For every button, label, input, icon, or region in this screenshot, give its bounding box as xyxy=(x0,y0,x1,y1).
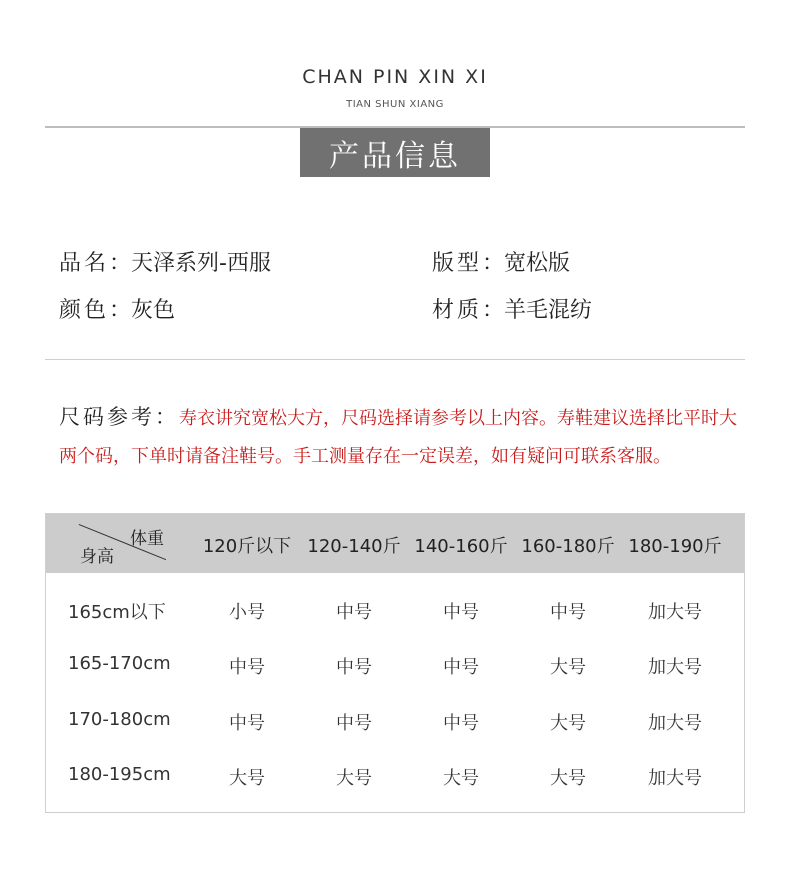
size-note-text: 寿衣讲究宽松大方，尺码选择请参考以上内容。寿鞋建议选择比平时大两个码，下单时请备注鞋号。手工测量存在一定误差，如有疑问可联系客服。 xyxy=(59,408,737,467)
info-material-label: 材质 xyxy=(432,298,483,323)
info-separator: ： xyxy=(109,251,132,276)
size-cell: 小号 xyxy=(229,602,265,623)
column-header: 120斤以下 xyxy=(202,536,292,557)
size-cell: 大号 xyxy=(229,768,265,789)
column-header: 160-180斤 xyxy=(521,536,615,557)
info-name-label: 品名 xyxy=(59,251,110,276)
size-cell: 中号 xyxy=(336,602,372,623)
info-separator: ： xyxy=(109,298,132,323)
size-cell: 大号 xyxy=(550,713,586,734)
size-note-label: 尺码参考： xyxy=(59,405,179,429)
size-cell: 中号 xyxy=(229,713,265,734)
size-table-header xyxy=(46,514,744,573)
info-fit xyxy=(432,246,570,277)
size-cell: 中号 xyxy=(443,657,479,678)
info-separator: ： xyxy=(482,298,505,323)
corner-weight-label: 体重 xyxy=(130,529,164,549)
size-cell: 加大号 xyxy=(648,657,702,678)
info-separator: ： xyxy=(482,251,505,276)
size-cell: 大号 xyxy=(443,768,479,789)
size-cell: 中号 xyxy=(229,657,265,678)
info-fit-label: 版型 xyxy=(432,251,483,276)
info-color xyxy=(59,293,175,324)
info-color-label: 颜色 xyxy=(59,298,110,323)
column-header: 140-160斤 xyxy=(414,536,508,557)
column-header: 120-140斤 xyxy=(307,536,401,557)
size-cell: 中号 xyxy=(443,713,479,734)
size-cell: 中号 xyxy=(550,602,586,623)
size-cell: 大号 xyxy=(336,768,372,789)
size-cell: 加大号 xyxy=(648,713,702,734)
size-cell: 加大号 xyxy=(648,602,702,623)
size-note xyxy=(59,398,749,476)
row-height-label: 180-195cm xyxy=(68,764,171,785)
header-title: CHAN PIN XIN XI xyxy=(302,66,488,88)
row-height-label: 170-180cm xyxy=(68,709,171,730)
header-subtitle: TIAN SHUN XIANG xyxy=(346,99,444,110)
info-color-value: 灰色 xyxy=(131,298,176,323)
column-header: 180-190斤 xyxy=(628,536,722,557)
size-cell: 中号 xyxy=(443,602,479,623)
row-height-label: 165-170cm xyxy=(68,653,171,674)
info-fit-value: 宽松版 xyxy=(504,251,571,276)
middle-divider xyxy=(45,359,745,360)
corner-height-label: 身高 xyxy=(80,547,114,567)
info-name xyxy=(59,246,271,277)
size-cell: 中号 xyxy=(336,657,372,678)
info-material xyxy=(432,293,592,324)
section-badge: 产品信息 xyxy=(300,128,490,177)
size-table xyxy=(45,513,745,813)
info-name-value: 天泽系列-西服 xyxy=(131,251,271,276)
row-height-label: 165cm以下 xyxy=(68,602,166,623)
size-cell: 加大号 xyxy=(648,768,702,789)
info-material-value: 羊毛混纺 xyxy=(504,298,593,323)
size-cell: 大号 xyxy=(550,657,586,678)
size-cell: 大号 xyxy=(550,768,586,789)
size-cell: 中号 xyxy=(336,713,372,734)
